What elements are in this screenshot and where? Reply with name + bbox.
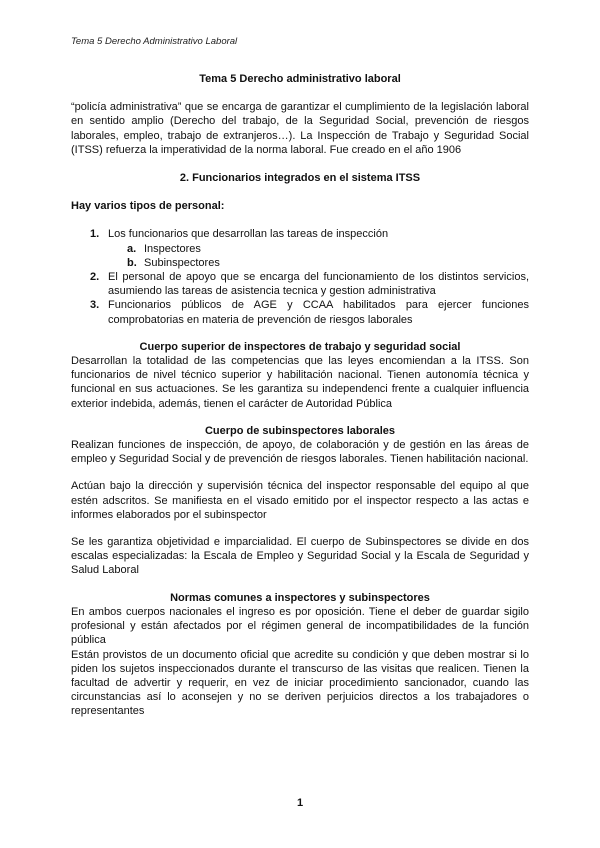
subinspectores-paragraph-2: Actúan bajo la dirección y supervisión técnica del inspector responsable del equipo al que estén adscritos. Se manifiesta en el visado emitido por el inspector respecto a las actas e informes elaborados por el subinspector xyxy=(71,480,529,521)
document-body xyxy=(71,72,529,719)
list-item-text: Los funcionarios que desarrollan las tareas de inspección xyxy=(108,228,389,241)
running-header: Tema 5 Derecho Administrativo Laboral xyxy=(71,36,238,47)
page-number: 1 xyxy=(296,797,304,809)
subinspectores-heading: Cuerpo de subinspectores laborales xyxy=(204,424,396,437)
normas-paragraph-1: En ambos cuerpos nacionales el ingreso es por oposición. Tiene el deber de guardar sigilo profesional y están afectados por el régimen general de incompatibilidades de la función pública xyxy=(71,605,529,647)
subinspectores-paragraph-3: Se les garantiza objetividad e imparcialidad. El cuerpo de Subinspectores se divide en dos escalas especializadas: la Escala de Empleo y Seguridad Social y la Escala de Seguridad y Salud Laboral xyxy=(71,536,529,577)
list-number: 2. xyxy=(90,271,100,284)
sub-list-item xyxy=(108,242,529,256)
inspectores-heading: Cuerpo superior de inspectores de trabajo y seguridad social xyxy=(139,340,461,353)
sub-list-letter: b. xyxy=(127,256,137,269)
sub-list-letter: a. xyxy=(127,242,137,255)
subinspectores-paragraph-1: Realizan funciones de inspección, de apoyo, de colaboración y de gestión en las áreas de empleo y Seguridad Social y de prevención de riesgos laborales. Tienen habilitación nacional. xyxy=(71,439,529,466)
normas-paragraph-2: Están provistos de un documento oficial que acredite su condición y que deben mostrar si lo piden los sujetos inspeccionados durante el transcurso de las visitas que realicen. Tienen la facultad de advertir y requerir, en vez de iniciar procedimiento sancionador, cuando las circunstancias así lo aconsejen y no se deriven perjuicios directos a los trabajadores o representantes xyxy=(71,648,529,718)
list-number: 3. xyxy=(90,299,100,312)
document-title: Tema 5 Derecho administrativo laboral xyxy=(199,73,401,85)
list-item-text: Funcionarios públicos de AGE y CCAA habilitados para ejercer funciones comprobatorias en materia de prevención de riesgos laborales xyxy=(108,299,529,326)
list-item-text: El personal de apoyo que se encarga del funcionamiento de los distintos servicios, asumiendo las tareas de asistencia tecnica y gestion administrativa xyxy=(108,271,529,298)
sub-list-item xyxy=(108,256,529,270)
list-number: 1. xyxy=(90,228,100,241)
personal-heading: Hay varios tipos de personal: xyxy=(71,200,225,213)
section-2-title: 2. Funcionarios integrados en el sistema ITSS xyxy=(179,172,421,185)
list-item xyxy=(71,270,529,298)
intro-paragraph: “policía administrativa” que se encarga de garantizar el cumplimiento de la legislación laboral en sentido amplio (Derecho del trabajo, de la Seguridad Social, prevención de riesgos laborales, empleo, trabajo de extranjeros…). La Inspección de Trabajo y Seguridad Social (ITSS) refuerza la imperatividad de la norma laboral. Fue creado en el año 1906 xyxy=(71,101,529,156)
inspectores-paragraph: Desarrollan la totalidad de las competencias que las leyes encomiendan a la ITSS. Son funcionarios de nivel técnico superior y habilitación nacional. Tienen autonomía técnica y funcional en sus actuaciones. Se les garantiza su independenci frente a cualquier influencia exterior indebida, además, tienen el carácter de Autoridad Pública xyxy=(71,355,529,410)
personal-list xyxy=(71,227,529,326)
sub-list xyxy=(108,242,529,270)
normas-heading: Normas comunes a inspectores y subinspectores xyxy=(170,591,430,604)
list-item xyxy=(71,227,529,270)
sub-list-text: Inspectores xyxy=(144,242,201,255)
list-item xyxy=(71,298,529,326)
sub-list-text: Subinspectores xyxy=(144,256,220,269)
